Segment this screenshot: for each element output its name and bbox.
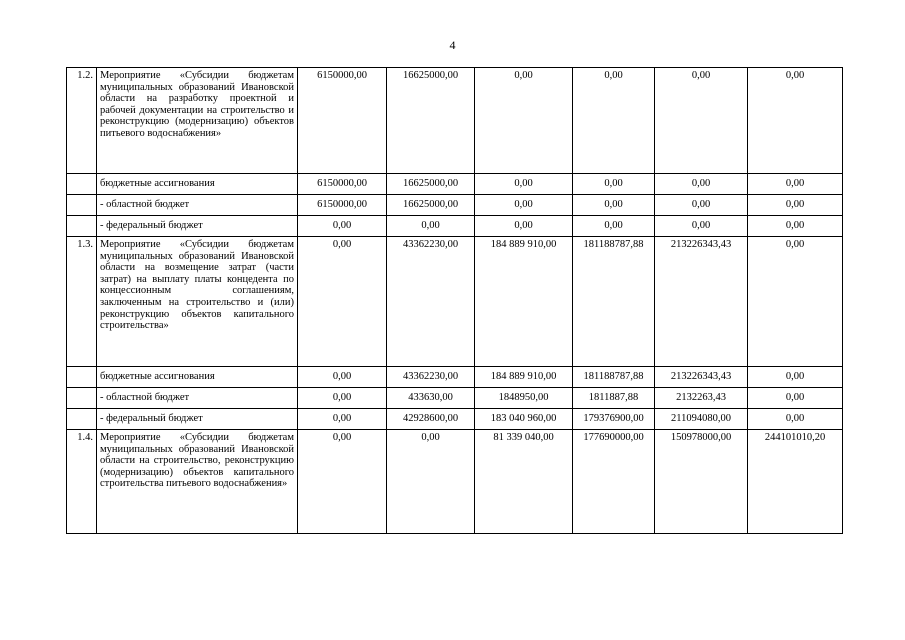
row-index bbox=[67, 174, 97, 195]
value-cell: 0,00 bbox=[573, 216, 655, 237]
table-body bbox=[67, 68, 843, 534]
row-description: Мероприятие «Субсидии бюджетам муниципальных образований Ивановской области на разработку проектной и рабочей документации на строительство и реконструкцию (модернизацию) объектов питьевого водоснабжения» bbox=[97, 68, 298, 174]
table-row bbox=[67, 367, 843, 388]
row-description: - федеральный бюджет bbox=[97, 409, 298, 430]
value-cell: 0,00 bbox=[298, 237, 387, 367]
value-cell: 0,00 bbox=[573, 195, 655, 216]
value-cell: 0,00 bbox=[748, 174, 843, 195]
value-cell: 177690000,00 bbox=[573, 430, 655, 534]
value-cell: 213226343,43 bbox=[655, 367, 748, 388]
row-description: бюджетные ассигнования bbox=[97, 174, 298, 195]
value-cell: 0,00 bbox=[573, 68, 655, 174]
value-cell: 16625000,00 bbox=[387, 68, 475, 174]
value-cell: 1848950,00 bbox=[475, 388, 573, 409]
value-cell: 244101010,20 bbox=[748, 430, 843, 534]
value-cell: 0,00 bbox=[748, 237, 843, 367]
row-description: Мероприятие «Субсидии бюджетам муниципальных образований Ивановской области на строительство, реконструкцию (модернизацию) объектов капитального строительства питьевого водоснабжения» bbox=[97, 430, 298, 534]
value-cell: 0,00 bbox=[655, 195, 748, 216]
table-row bbox=[67, 68, 843, 174]
table-row bbox=[67, 237, 843, 367]
value-cell: 211094080,00 bbox=[655, 409, 748, 430]
table-row bbox=[67, 216, 843, 237]
value-cell: 0,00 bbox=[387, 216, 475, 237]
table-row bbox=[67, 195, 843, 216]
row-index bbox=[67, 195, 97, 216]
value-cell: 43362230,00 bbox=[387, 367, 475, 388]
value-cell: 0,00 bbox=[748, 388, 843, 409]
value-cell: 0,00 bbox=[475, 216, 573, 237]
table-row bbox=[67, 388, 843, 409]
value-cell: 0,00 bbox=[475, 68, 573, 174]
value-cell: 1811887,88 bbox=[573, 388, 655, 409]
row-description: Мероприятие «Субсидии бюджетам муниципальных образований Ивановской области на возмещение затрат (части затрат) на выплату платы концедента по концессионным соглашениям, заключенным на строительство и (или) реконструкцию объектов капитального строительства» bbox=[97, 237, 298, 367]
value-cell: 6150000,00 bbox=[298, 68, 387, 174]
value-cell: 81 339 040,00 bbox=[475, 430, 573, 534]
value-cell: 43362230,00 bbox=[387, 237, 475, 367]
value-cell: 0,00 bbox=[475, 195, 573, 216]
table-row bbox=[67, 174, 843, 195]
page-number: 4 bbox=[449, 38, 456, 52]
value-cell: 0,00 bbox=[655, 68, 748, 174]
value-cell: 179376900,00 bbox=[573, 409, 655, 430]
value-cell: 0,00 bbox=[748, 195, 843, 216]
value-cell: 0,00 bbox=[298, 430, 387, 534]
value-cell: 0,00 bbox=[298, 367, 387, 388]
value-cell: 0,00 bbox=[655, 216, 748, 237]
value-cell: 16625000,00 bbox=[387, 174, 475, 195]
value-cell: 433630,00 bbox=[387, 388, 475, 409]
value-cell: 183 040 960,00 bbox=[475, 409, 573, 430]
value-cell: 0,00 bbox=[387, 430, 475, 534]
value-cell: 0,00 bbox=[748, 68, 843, 174]
value-cell: 184 889 910,00 bbox=[475, 237, 573, 367]
value-cell: 16625000,00 bbox=[387, 195, 475, 216]
row-description: - областной бюджет bbox=[97, 388, 298, 409]
row-description: бюджетные ассигнования bbox=[97, 367, 298, 388]
value-cell: 184 889 910,00 bbox=[475, 367, 573, 388]
value-cell: 0,00 bbox=[298, 409, 387, 430]
value-cell: 0,00 bbox=[748, 216, 843, 237]
value-cell: 0,00 bbox=[298, 388, 387, 409]
row-index: 1.2. bbox=[67, 68, 97, 174]
value-cell: 0,00 bbox=[298, 216, 387, 237]
table-row bbox=[67, 409, 843, 430]
value-cell: 0,00 bbox=[655, 174, 748, 195]
row-index bbox=[67, 409, 97, 430]
value-cell: 0,00 bbox=[475, 174, 573, 195]
row-index bbox=[67, 216, 97, 237]
row-index bbox=[67, 388, 97, 409]
row-index: 1.4. bbox=[67, 430, 97, 534]
value-cell: 0,00 bbox=[573, 174, 655, 195]
table-row bbox=[67, 430, 843, 534]
value-cell: 0,00 bbox=[748, 367, 843, 388]
row-description: - областной бюджет bbox=[97, 195, 298, 216]
row-description: - федеральный бюджет bbox=[97, 216, 298, 237]
row-index bbox=[67, 367, 97, 388]
value-cell: 2132263,43 bbox=[655, 388, 748, 409]
budget-table bbox=[66, 67, 843, 534]
value-cell: 42928600,00 bbox=[387, 409, 475, 430]
value-cell: 181188787,88 bbox=[573, 237, 655, 367]
value-cell: 6150000,00 bbox=[298, 174, 387, 195]
value-cell: 150978000,00 bbox=[655, 430, 748, 534]
row-index: 1.3. bbox=[67, 237, 97, 367]
value-cell: 181188787,88 bbox=[573, 367, 655, 388]
value-cell: 0,00 bbox=[748, 409, 843, 430]
value-cell: 213226343,43 bbox=[655, 237, 748, 367]
value-cell: 6150000,00 bbox=[298, 195, 387, 216]
